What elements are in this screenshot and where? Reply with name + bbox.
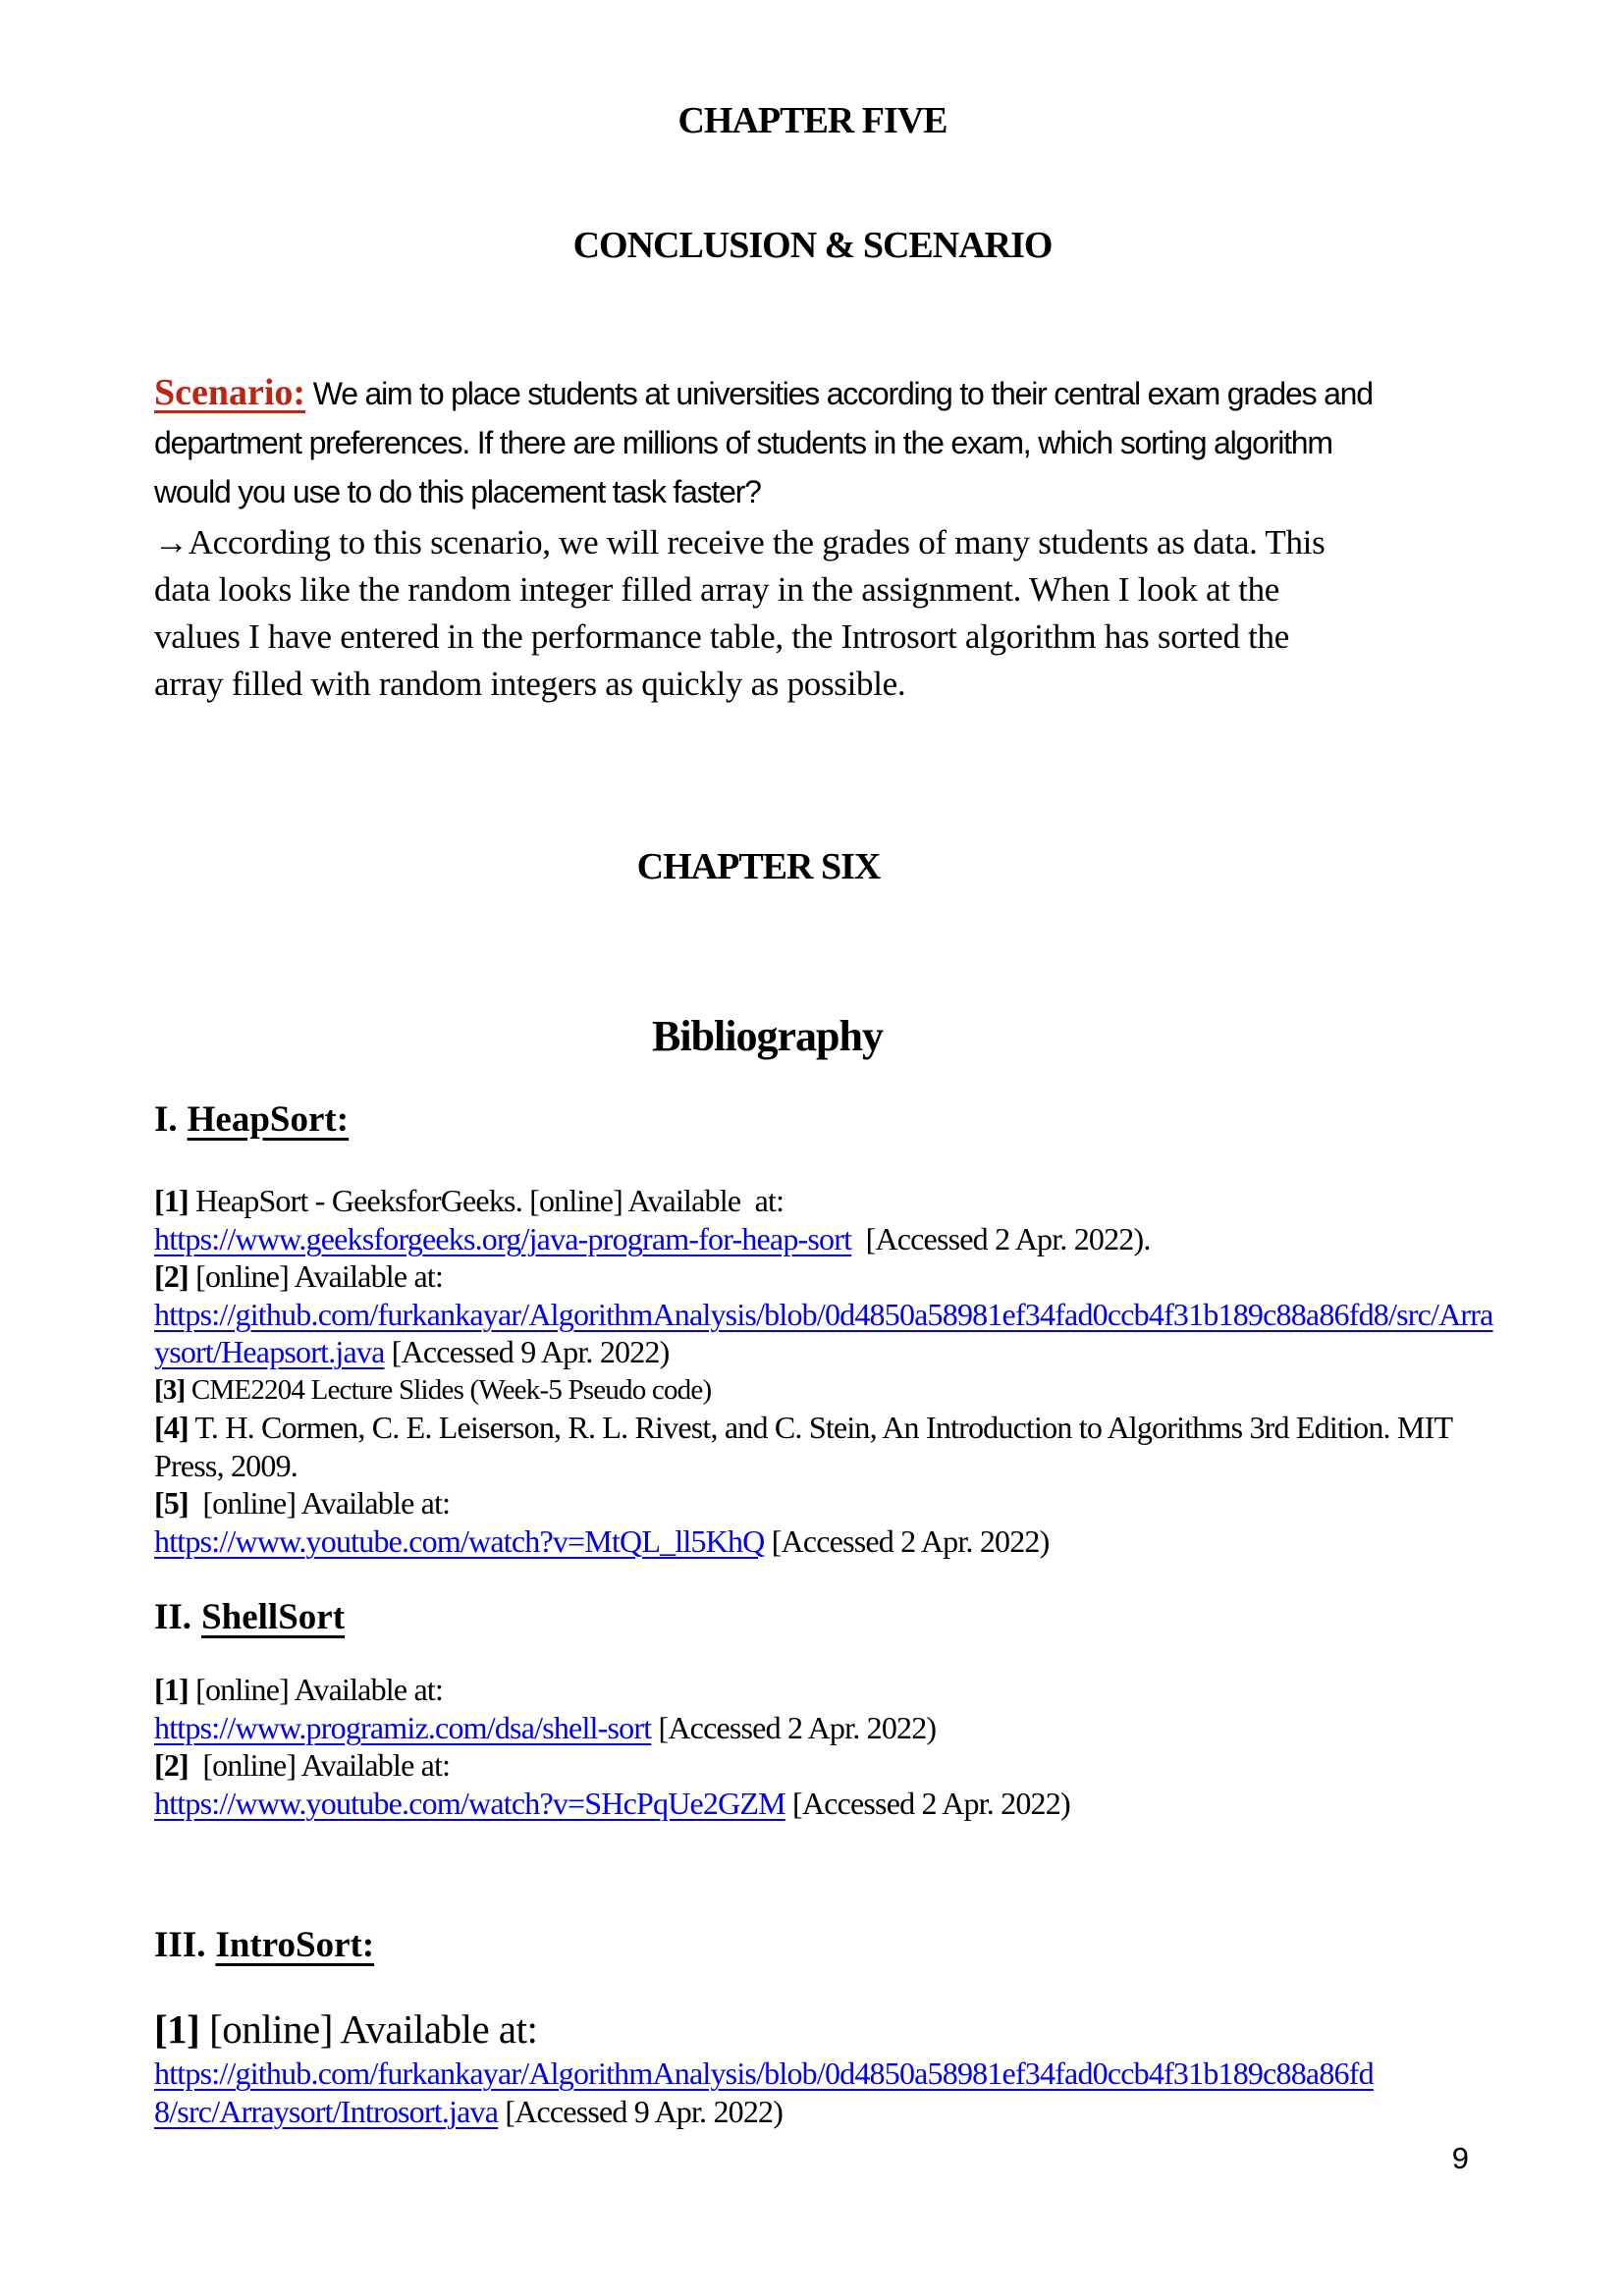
reference-line [154, 1182, 1502, 1220]
chapter-five-heading: CHAPTER FIVE [677, 100, 947, 141]
reference-text: Press, 2009. [154, 1447, 298, 1483]
reference-list [154, 2003, 1502, 2130]
scenario-line [154, 418, 1502, 467]
bibliography-section-introsort [154, 1923, 1502, 2130]
reference-text: [online] Available at: [188, 1258, 444, 1294]
reference-line [154, 1746, 1502, 1785]
reference-line [154, 1522, 1502, 1561]
reference-line [154, 2055, 1502, 2093]
reference-text: [online] Available at: [188, 1747, 451, 1783]
reference-text: [Accessed 9 Apr. 2022) [498, 2093, 784, 2129]
bibliography-heading: Bibliography [652, 1012, 883, 1060]
reference-line [154, 1409, 1502, 1447]
section-numeral: I. [154, 1099, 178, 1140]
page-number: 9 [1451, 2141, 1469, 2175]
reference-line [154, 1220, 1502, 1258]
reference-line [154, 1333, 1502, 1371]
bibliography-sections [154, 1097, 1502, 2130]
scenario-paragraph [154, 369, 1502, 516]
reference-text: [online] Available at: [188, 1672, 444, 1707]
reference-line [154, 1709, 1502, 1747]
reference-text: [Accessed 9 Apr. 2022) [384, 1334, 670, 1369]
conclusion-text: data looks like the random integer filled array in the assignment. When I look at the [154, 570, 1280, 609]
reference-line [154, 1484, 1502, 1522]
conclusion-text: values I have entered in the performance table, the Introsort algorithm has sorted the [154, 617, 1289, 656]
section-heading-shellsort [154, 1595, 1502, 1640]
section-heading-heapsort [154, 1097, 1502, 1143]
section-title: HeapSort: [187, 1099, 350, 1140]
hyperlink[interactable]: https://github.com/furkankayar/AlgorithmAnalysis/blob/0d4850a58981ef34fad0ccb4f31b189c88a86fd [154, 2056, 1374, 2091]
section-numeral: II. [154, 1597, 192, 1637]
chapter-six-heading: CHAPTER SIX [636, 846, 881, 887]
reference-list [154, 1671, 1502, 1822]
reference-label: [4] [154, 1410, 189, 1445]
reference-line [154, 1296, 1502, 1334]
scenario-line [154, 369, 1502, 418]
section-heading-introsort [154, 1923, 1502, 1968]
reference-text: CME2204 Lecture Slides (Week-5 Pseudo code) [185, 1373, 712, 1406]
reference-text: [online] Available at: [199, 2006, 538, 2052]
scenario-text: We aim to place students at universities according to their central exam grades and [305, 376, 1373, 411]
conclusion-line [154, 661, 1502, 708]
reference-line [154, 1785, 1502, 1823]
scenario-text: would you use to do this placement task faster? [154, 474, 761, 509]
reference-line [154, 1447, 1502, 1485]
reference-list [154, 1182, 1502, 1560]
reference-label: [2] [154, 1258, 189, 1294]
arrow-icon: → [154, 523, 189, 561]
bibliography-section-heapsort [154, 1097, 1502, 1560]
reference-text: [Accessed 2 Apr. 2022). [851, 1220, 1151, 1256]
reference-text: [Accessed 2 Apr. 2022) [785, 1785, 1070, 1821]
hyperlink[interactable]: https://github.com/furkankayar/AlgorithmAnalysis/blob/0d4850a58981ef34fad0ccb4f31b189c88a86fd8/src/Arra [154, 1296, 1493, 1332]
scenario-text: department preferences. If there are millions of students in the exam, which sorting algorithm [154, 425, 1332, 460]
reference-label: [5] [154, 1485, 189, 1521]
section-title: IntroSort: [215, 1925, 375, 1965]
scenario-line [154, 467, 1502, 516]
reference-line [154, 1371, 1502, 1410]
hyperlink[interactable]: https://www.youtube.com/watch?v=SHcPqUe2GZM [154, 1785, 785, 1821]
reference-line [154, 2093, 1502, 2131]
conclusion-text: array filled with random integers as quickly as possible. [154, 665, 906, 703]
section-numeral: III. [154, 1925, 206, 1965]
reference-label: [3] [154, 1373, 186, 1406]
hyperlink[interactable]: https://www.programiz.com/dsa/shell-sort [154, 1709, 652, 1745]
hyperlink[interactable]: https://www.geeksforgeeks.org/java-program-for-heap-sort [154, 1220, 852, 1256]
reference-line [154, 1257, 1502, 1296]
reference-text: HeapSort - GeeksforGeeks. [online] Available at: [188, 1183, 785, 1218]
reference-line [154, 1671, 1502, 1709]
reference-label: [2] [154, 1747, 189, 1783]
reference-label: [1] [154, 2006, 200, 2052]
reference-line [154, 2003, 1502, 2055]
reference-text: [Accessed 2 Apr. 2022) [764, 1522, 1050, 1559]
hyperlink[interactable]: 8/src/Arraysort/Introsort.java [154, 2093, 499, 2129]
scenario-label: Scenario: [154, 372, 306, 413]
reference-text: [Accessed 2 Apr. 2022) [651, 1709, 937, 1745]
hyperlink[interactable]: ysort/Heapsort.java [154, 1334, 385, 1369]
bibliography-section-shellsort [154, 1595, 1502, 1822]
reference-text: [online] Available at: [188, 1485, 451, 1521]
reference-label: [1] [154, 1672, 189, 1707]
conclusion-text: According to this scenario, we will receive the grades of many students as data. This [188, 523, 1326, 561]
conclusion-line [154, 614, 1502, 661]
conclusion-paragraph [154, 519, 1502, 708]
conclusion-scenario-heading: CONCLUSION & SCENARIO [572, 225, 1053, 266]
section-title: ShellSort [201, 1597, 346, 1637]
reference-label: [1] [154, 1183, 189, 1218]
conclusion-line [154, 566, 1502, 614]
reference-text: T. H. Cormen, C. E. Leiserson, R. L. Rivest, and C. Stein, An Introduction to Algorithms 3rd Edition. MIT [188, 1410, 1453, 1445]
hyperlink[interactable]: https://www.youtube.com/watch?v=MtQL_ll5KhQ [154, 1522, 765, 1559]
conclusion-line [154, 519, 1502, 566]
